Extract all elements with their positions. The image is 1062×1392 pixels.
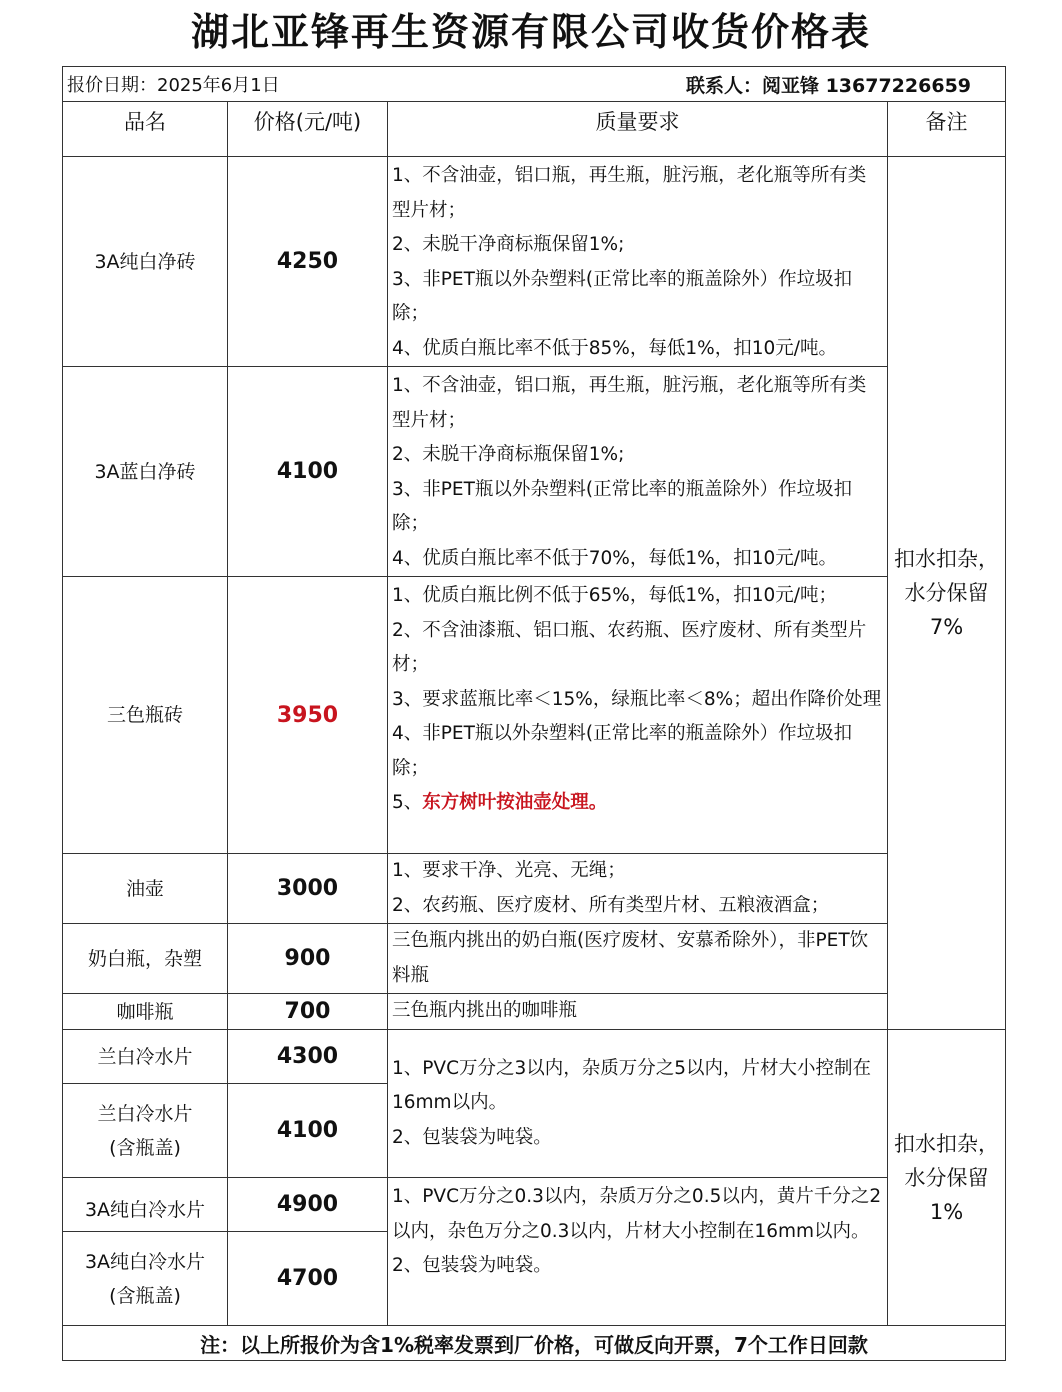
req-line: 1、PVC万分之0.3以内，杂质万分之0.5以内，黄片千分之2以内，杂色万分之0.3以内，片材大小控制在16mm以内。 — [392, 1186, 882, 1242]
header-name: 品名 — [63, 102, 228, 157]
req-line: 4、非PET瓶以外杂塑料(正常比率的瓶盖除外）作垃圾扣除； — [392, 723, 853, 779]
product-price: 4100 — [228, 367, 388, 577]
req-line: 3、非PET瓶以外杂塑料(正常比率的瓶盖除外）作垃圾扣除； — [392, 268, 853, 324]
req-line: 4、优质白瓶比率不低于70%，每低1%，扣10元/吨。 — [392, 547, 838, 569]
req-line: 2、包装袋为吨袋。 — [392, 1255, 552, 1276]
req-line: 2、农药瓶、医疗废材、所有类型片材、五粮液酒盒； — [392, 894, 830, 916]
req-highlight: 东方树叶按油壶处理。 — [422, 792, 608, 813]
footer-row — [63, 1326, 1006, 1361]
product-name-line: 兰白冷水片 — [97, 1102, 193, 1125]
note-flakes: 扣水扣杂，水分保留1% — [888, 1030, 1006, 1326]
product-price: 4100 — [228, 1084, 388, 1178]
product-price: 3000 — [228, 854, 388, 924]
table-row — [63, 157, 1006, 367]
contact-info: 联系人：阅亚锋 13677226659 — [685, 74, 972, 97]
req-line: 1、不含油壶，铝口瓶，再生瓶，脏污瓶，老化瓶等所有类型片材； — [392, 375, 867, 431]
product-name: 3A蓝白净砖 — [63, 367, 228, 577]
quality-requirements — [388, 577, 888, 854]
req-line: 三色瓶内挑出的咖啡瓶 — [392, 1000, 578, 1022]
quality-requirements — [388, 157, 888, 367]
product-name: 三色瓶砖 — [63, 577, 228, 854]
info-row — [63, 67, 1006, 102]
product-name: 3A纯白净砖 — [63, 157, 228, 367]
req-prefix: 5、 — [392, 792, 423, 813]
product-price: 4300 — [228, 1030, 388, 1084]
table-row — [63, 1178, 1006, 1232]
product-price: 900 — [228, 924, 388, 994]
header-row — [63, 102, 1006, 157]
quality-requirements — [388, 994, 888, 1030]
req-line: 2、未脱干净商标瓶保留1%; — [392, 234, 625, 255]
product-name: 兰白冷水片 — [63, 1030, 228, 1084]
product-name — [63, 1084, 228, 1178]
product-name-sub: (含瓶盖) — [109, 1136, 181, 1159]
product-name-sub: (含瓶盖) — [109, 1284, 181, 1307]
product-price: 700 — [228, 994, 388, 1030]
note-bottles: 扣水扣杂，水分保留7% — [888, 157, 1006, 1030]
table-row — [63, 367, 1006, 577]
req-line: 2、包装袋为吨袋。 — [392, 1126, 552, 1148]
req-line: 1、不含油壶，铝口瓶，再生瓶，脏污瓶，老化瓶等所有类型片材； — [392, 165, 867, 221]
req-line: 1、优质白瓶比例不低于65%，每低1%，扣10元/吨； — [392, 585, 838, 606]
req-line: 3、非PET瓶以外杂塑料(正常比率的瓶盖除外）作垃圾扣除； — [392, 478, 853, 534]
product-name: 3A纯白冷水片 — [63, 1178, 228, 1232]
product-name-line: 3A纯白冷水片 — [84, 1250, 206, 1273]
product-price: 4900 — [228, 1178, 388, 1232]
product-price-highlight: 3950 — [228, 577, 388, 854]
product-name: 油壶 — [63, 854, 228, 924]
header-price: 价格(元/吨) — [228, 102, 388, 157]
product-price: 4700 — [228, 1232, 388, 1326]
product-name — [63, 1232, 228, 1326]
req-line: 2、不含油漆瓶、铝口瓶、农药瓶、医疗废材、所有类型片材； — [392, 619, 867, 675]
table-row — [63, 994, 1006, 1030]
quality-requirements — [388, 924, 888, 994]
footer-note: 注：以上所报价为含1%税率发票到厂价格，可做反向开票，7个工作日回款 — [63, 1326, 1006, 1361]
req-line: 4、优质白瓶比率不低于85%，每低1%，扣10元/吨。 — [392, 337, 838, 359]
table-row — [63, 854, 1006, 924]
quality-requirements-chunbai — [388, 1178, 888, 1326]
quality-requirements — [388, 854, 888, 924]
req-line: 1、PVC万分之3以内，杂质万分之5以内，片材大小控制在16mm以内。 — [392, 1057, 872, 1114]
req-line: 3、要求蓝瓶比率＜15%，绿瓶比率＜8%；超出作降价处理 — [392, 688, 882, 710]
req-line: 2、未脱干净商标瓶保留1%; — [392, 444, 625, 465]
product-price: 4250 — [228, 157, 388, 367]
req-line — [392, 786, 883, 821]
req-line: 三色瓶内挑出的奶白瓶(医疗废材、安慕希除外），非PET饮料瓶 — [392, 930, 869, 986]
page-title: 湖北亚锋再生资源有限公司收货价格表 — [190, 10, 871, 54]
product-name: 奶白瓶，杂塑 — [63, 924, 228, 994]
table-row — [63, 924, 1006, 994]
price-table — [62, 66, 1006, 1361]
req-line: 1、要求干净、光亮、无绳； — [392, 860, 626, 881]
quality-requirements-lanbai — [388, 1030, 888, 1178]
product-name: 咖啡瓶 — [63, 994, 228, 1030]
quote-date: 报价日期：2025年6月1日 — [67, 75, 280, 96]
header-quality: 质量要求 — [388, 102, 888, 157]
table-row — [63, 1030, 1006, 1084]
table-row — [63, 577, 1006, 854]
header-note: 备注 — [888, 102, 1006, 157]
quality-requirements — [388, 367, 888, 577]
